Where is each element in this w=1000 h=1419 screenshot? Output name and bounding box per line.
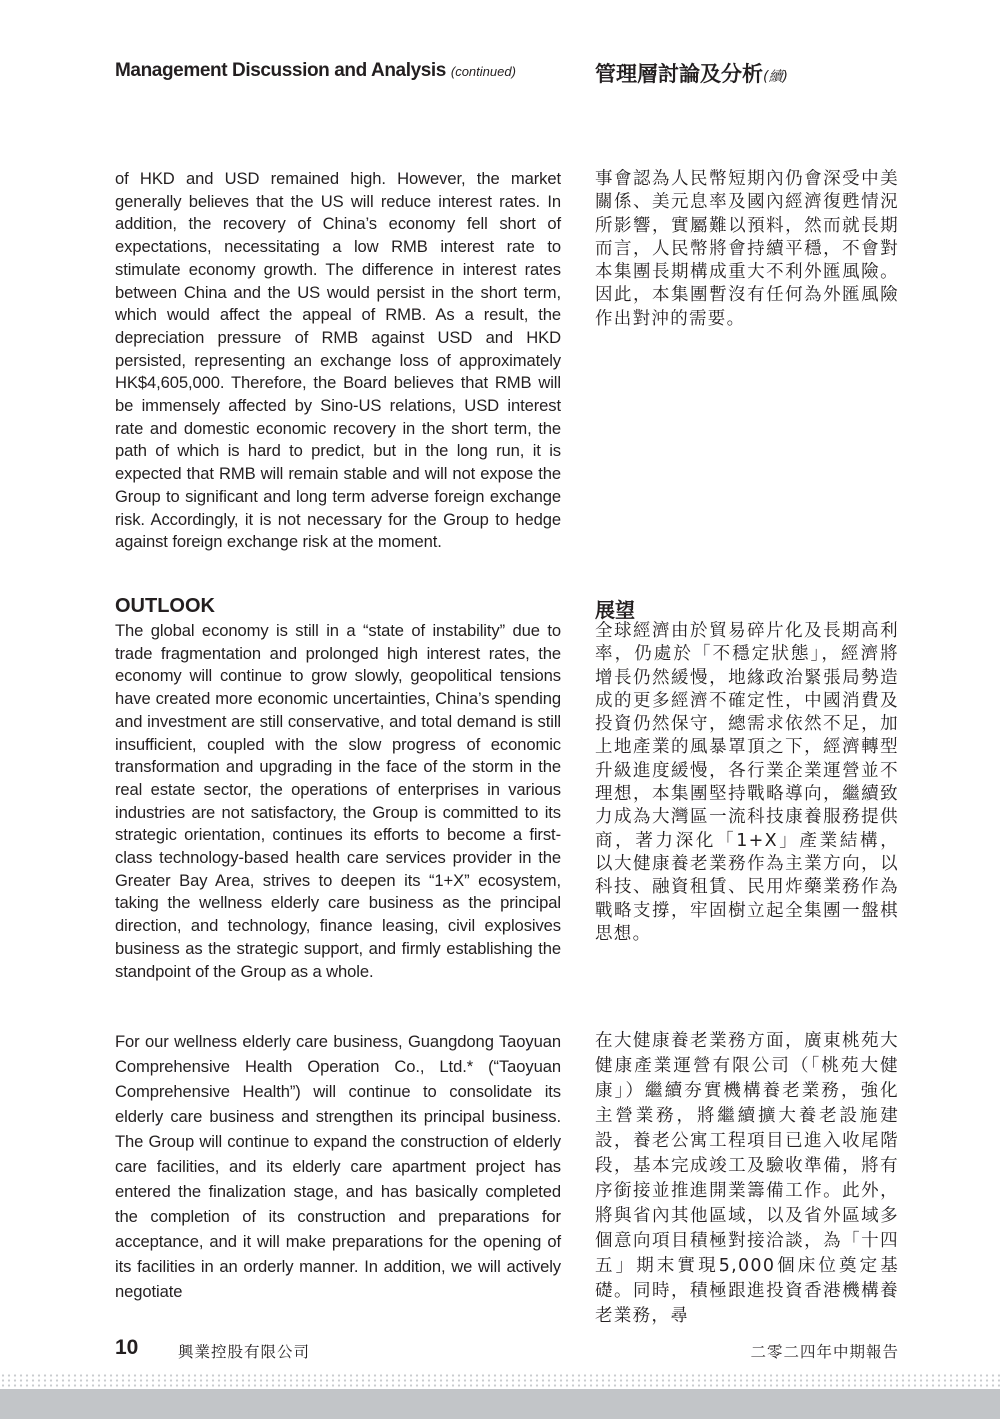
footer-company-name: 興業控股有限公司 xyxy=(178,1343,311,1361)
footer-bar xyxy=(0,1389,1000,1419)
outlook-paragraph-2-zh xyxy=(595,1029,899,1329)
header-title-zh: 管理層討論及分析 xyxy=(595,62,763,86)
forex-text-zh: 事會認為人民幣短期內仍會深受中美關係、美元息率及國內經濟復甦情況所影響，實屬難以預料，然而就長期而言，人民幣將會持續平穩，不會對本集團長期構成重大不利外匯風險。因此，本集團暫沒有任何為外匯風險作出對沖的需要。 xyxy=(595,169,899,329)
header-continued-en: (continued) xyxy=(450,64,516,79)
outlook-heading-en: OUTLOOK xyxy=(115,595,215,617)
footer-report-title: 二零二四年中期報告 xyxy=(750,1343,899,1361)
header-continued-zh: (續) xyxy=(763,69,788,85)
running-header-en xyxy=(115,60,516,82)
page-number: 10 xyxy=(115,1336,139,1359)
outlook-text-2-en: For our wellness elderly care business, Guangdong Taoyuan Comprehensive Health Operation Co., Ltd.* (“Taoyuan Comprehensive Health”) will continue to consolidate its elderly care business and strengthen its principal business. The Group will continue to expand the construction of elderly care facilities, and its elderly care apartment project has entered the finalization stage, and has basically completed the completion of its construction and preparations for acceptance, and it will make preparations for the opening of its facilities in an orderly manner. In addition, we will actively negotiate xyxy=(115,1032,561,1301)
footer-dot-pattern xyxy=(0,1373,1000,1389)
forex-text-en: of HKD and USD remained high. However, the market generally believes that the US will reduce interest rates. In addition, the recovery of China’s economy fell short of expectations, necessitating a low RMB interest rate to stimulate economy growth. The difference in interest rates between China and the US would persist in the short term, which would affect the appeal of RMB. As a result, the depreciation pressure of RMB against USD and HKD persisted, representing an exchange loss of approximately HK$4,605,000. Therefore, the Board believes that RMB will be immensely affected by Sino-US relations, USD interest rate and domestic economic recovery in the short term, the path of which is hard to predict, but in the long run, it is expected that RMB will remain stable and will not expose the Group to significant and long term adverse foreign exchange risk. Accordingly, it is not necessary for the Group to hedge against foreign exchange risk at the moment. xyxy=(115,169,561,552)
outlook-text-1-en: The global economy is still in a “state of instability” due to trade fragmentation and prolonged high interest rates, the economy will continue to grow slowly, geopolitical tensions have created more economic uncertainties, China’s spending and investment are still conservative, and total demand is still insufficient, coupled with the slow progress of economic transformation and upgrading in the face of the storm in the real estate sector, the operations of enterprises in various industries are not satisfactory, the Group is committed to its strategic orientation, continues its efforts to become a first-class technology-based health care services provider in the Greater Bay Area, strives to deepen its “1+X” ecosystem, taking the wellness elderly care business as the principal direction, and technology, finance leasing, civil explosives business as the strategic support, and firmly establishing the standpoint of the Group as a whole. xyxy=(115,621,561,981)
header-title-en: Management Discussion and Analysis xyxy=(115,60,446,81)
outlook-text-1-zh: 全球經濟由於貿易碎片化及長期高利率，仍處於「不穩定狀態」，經濟將增長仍然緩慢，地緣政治緊張局勢造成的更多經濟不確定性，中國消費及投資仍然保守，總需求依然不足，加上地產業的風暴罩頂之下，經濟轉型升級進度緩慢，各行業企業運營並不理想，本集團堅持戰略導向，繼續致力成為大灣區一流科技康養服務提供商，著力深化「1+X」產業結構，以大健康養老業務作為主業方向，以科技、融資租賃、民用炸藥業務作為戰略支撐，牢固樹立起全集團一盤棋思想。 xyxy=(595,621,899,944)
forex-paragraph-en xyxy=(115,168,561,554)
outlook-paragraph-1-en xyxy=(115,620,561,983)
outlook-paragraph-2-en xyxy=(115,1029,561,1304)
outlook-text-2-zh: 在大健康養老業務方面，廣東桃苑大健康產業運營有限公司（「桃苑大健康」）繼續夯實機構養老業務，強化主營業務，將繼續擴大養老設施建設，養老公寓工程項目已進入收尾階段，基本完成竣工及驗收準備，將有序銜接並推進開業籌備工作。此外，將與省內其他區域，以及省外區域多個意向項目積極對接洽談，為「十四五」期末實現5,000個床位奠定基礎。同時，積極跟進投資香港機構養老業務，尋 xyxy=(595,1031,899,1326)
outlook-heading-zh: 展望 xyxy=(595,598,635,622)
forex-paragraph-zh xyxy=(595,168,899,331)
running-header-zh xyxy=(595,58,788,88)
outlook-paragraph-1-zh xyxy=(595,620,899,946)
